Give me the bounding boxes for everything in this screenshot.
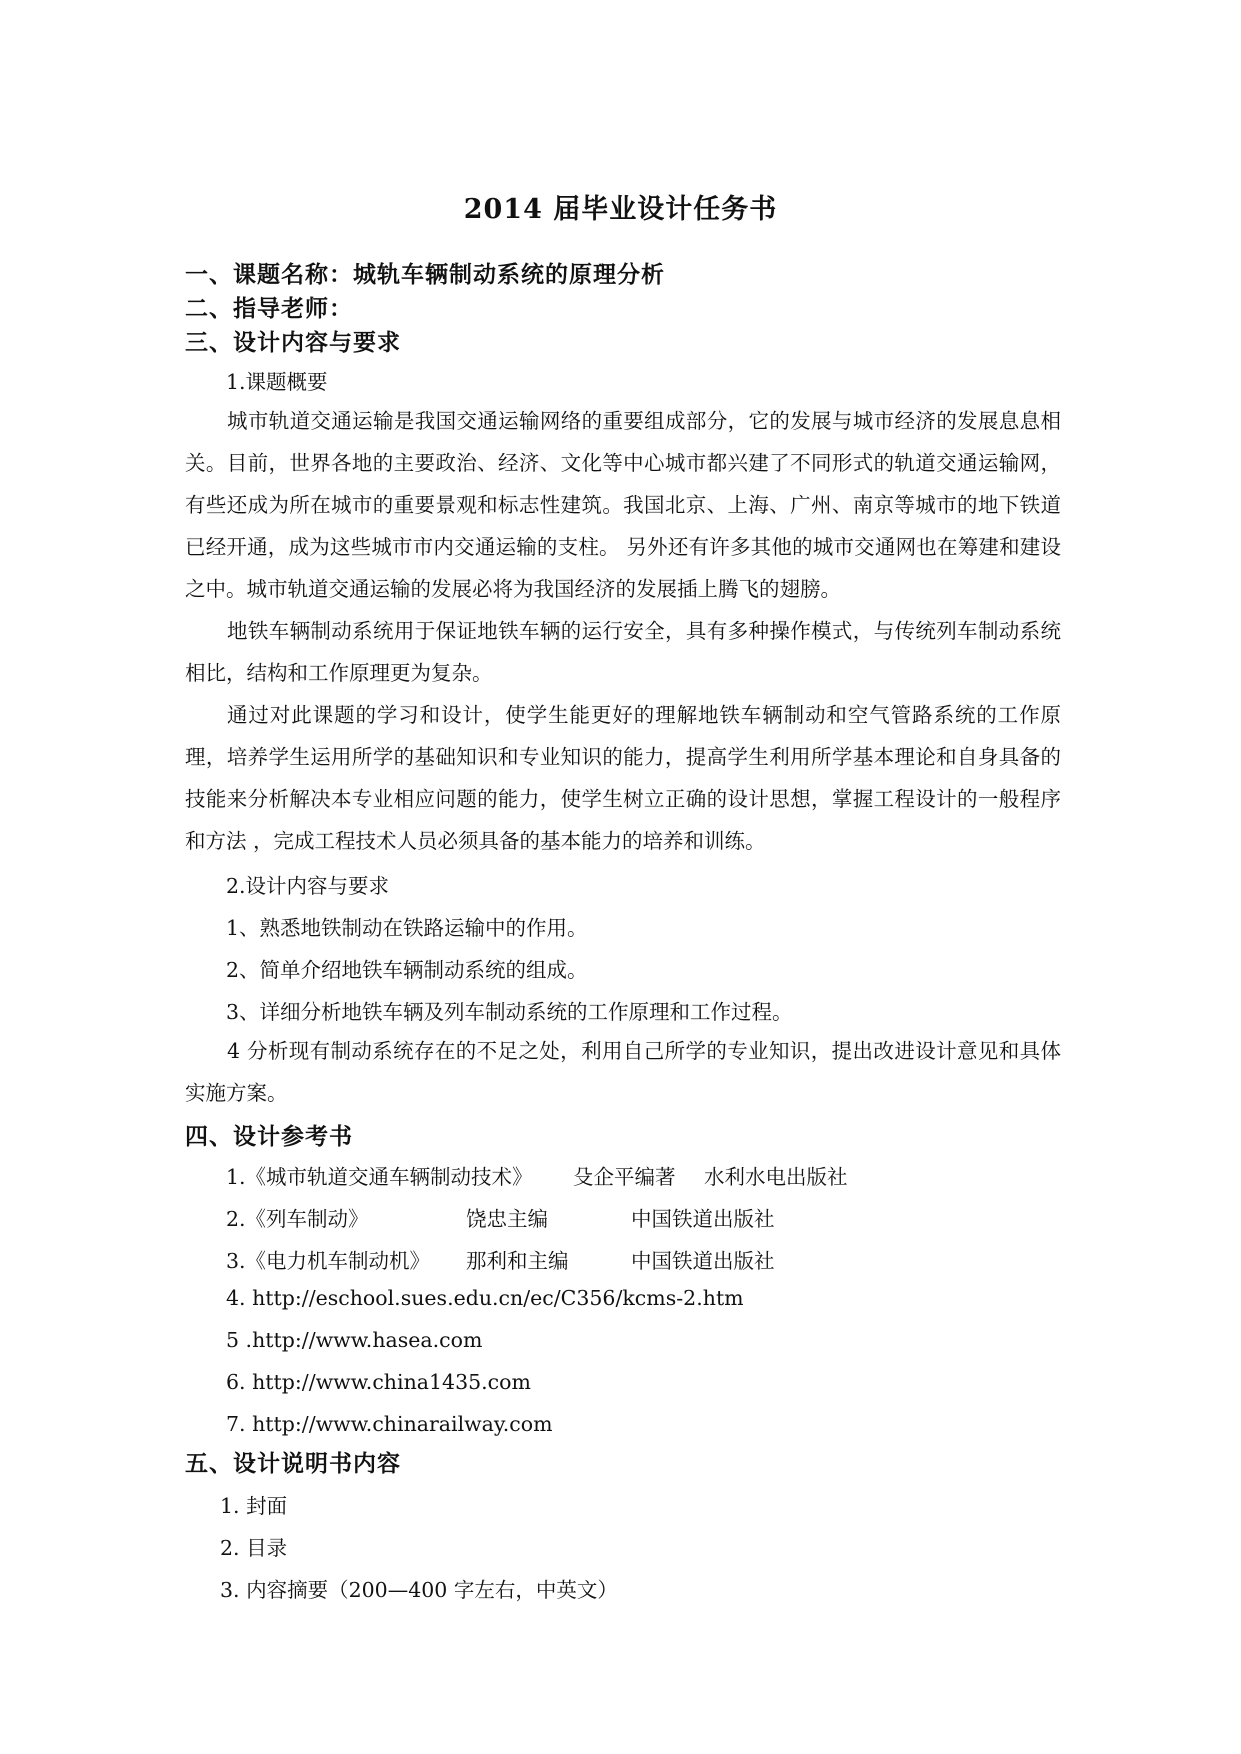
reference-author: 殳企平编著 [573, 1165, 676, 1189]
section-topic: 一、课题名称：城轨车辆制动系统的原理分析 [185, 261, 665, 288]
reference-book: 2.《列车制动》 [226, 1207, 369, 1231]
reference-publisher: 中国铁道出版社 [631, 1207, 775, 1231]
reference-link-3: 6. http://www.china1435.com [226, 1370, 531, 1394]
requirement-3: 3、详细分析地铁车辆及列车制动系统的工作原理和工作过程。 [226, 1000, 793, 1024]
contents-item-3: 3. 内容摘要（200—400 字左右，中英文） [220, 1578, 618, 1602]
reference-author: 饶忠主编 [466, 1207, 548, 1231]
contents-item-1: 1. 封面 [220, 1494, 288, 1518]
overview-paragraph-2: 地铁车辆制动系统用于保证地铁车辆的运行安全，具有多种操作模式，与传统列车制动系统相比，结构和工作原理更为复杂。 [185, 619, 1061, 685]
document-title: 2014 届毕业设计任务书 [463, 194, 778, 225]
section-design-content: 三、设计内容与要求 [185, 329, 401, 356]
reference-publisher: 水利水电出版社 [704, 1165, 848, 1189]
reference-publisher: 中国铁道出版社 [631, 1249, 775, 1273]
overview-body [185, 400, 1061, 862]
reference-link-2: 5 .http://www.hasea.com [226, 1328, 483, 1352]
section-advisor: 二、指导老师： [185, 295, 353, 322]
requirements-heading: 2.设计内容与要求 [226, 874, 390, 898]
reference-link-4: 7. http://www.chinarailway.com [226, 1412, 553, 1436]
reference-book: 3.《电力机车制动机》 [226, 1249, 431, 1273]
overview-paragraph-1: 城市轨道交通运输是我国交通运输网络的重要组成部分，它的发展与城市经济的发展息息相关。目前，世界各地的主要政治、经济、文化等中心城市都兴建了不同形式的轨道交通运输网，有些还成为所在城市的重要景观和标志性建筑。我国北京、上海、广州、南京等城市的地下铁道已经开通，成为这些城市市内交通运输的支柱。 另外还有许多其他的城市交通网也在筹建和建设之中。城市轨道交通运输的发展必将为我国经济的发展插上腾飞的翅膀。 [185, 409, 1061, 601]
overview-paragraph-3: 通过对此课题的学习和设计，使学生能更好的理解地铁车辆制动和空气管路系统的工作原理，培养学生运用所学的基础知识和专业知识的能力，提高学生利用所学基本理论和自身具备的技能来分析解决本专业相应问题的能力，使学生树立正确的设计思想，掌握工程设计的一般程序和方法 ，完成工程技术人员必须具备的基本能力的培养和训练。 [185, 703, 1061, 853]
overview-heading: 1.课题概要 [226, 370, 328, 394]
section-manual-contents: 五、设计说明书内容 [185, 1450, 401, 1477]
reference-author: 那利和主编 [466, 1249, 569, 1273]
reference-book: 1.《城市轨道交通车辆制动技术》 [226, 1165, 533, 1189]
contents-item-2: 2. 目录 [220, 1536, 288, 1560]
requirement-2: 2、简单介绍地铁车辆制动系统的组成。 [226, 958, 588, 982]
requirement-4: 4 分析现有制动系统存在的不足之处，利用自己所学的专业知识，提出改进设计意见和具体实施方案。 [185, 1039, 1061, 1105]
requirement-1: 1、熟悉地铁制动在铁路运输中的作用。 [226, 916, 588, 940]
requirement-4-block [185, 1030, 1061, 1114]
reference-link-1: 4. http://eschool.sues.edu.cn/ec/C356/kcms-2.htm [226, 1286, 744, 1310]
section-references: 四、设计参考书 [185, 1123, 353, 1150]
